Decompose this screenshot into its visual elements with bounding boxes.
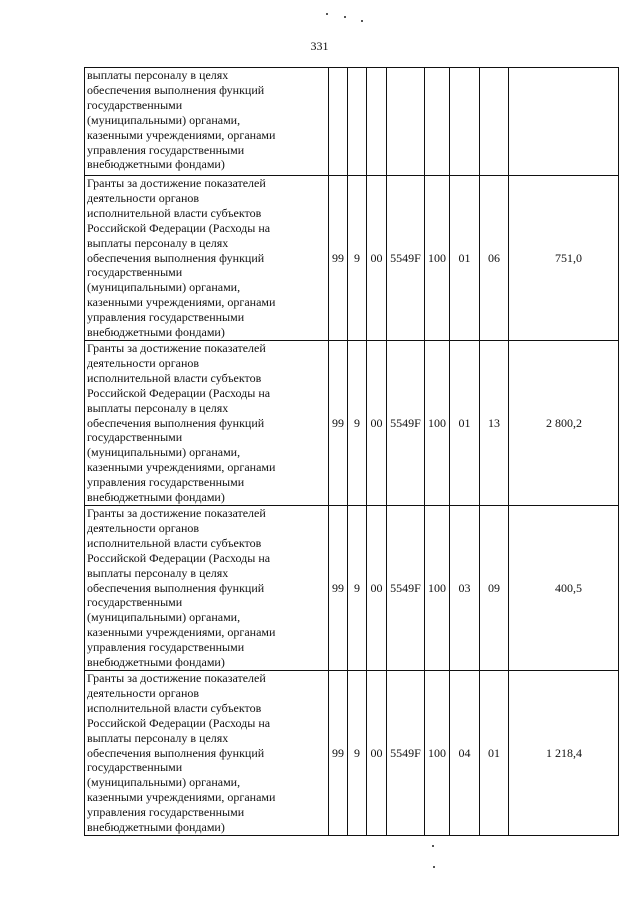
event-code-cell [367,68,387,176]
budget-table [84,67,619,836]
scan-speck [344,16,346,18]
row-description: выплаты персоналу в целях обеспечения выполнения функций государственными (муниципальными) органами, казенными учреждениями, органами управления государственными внебюджетными фондами) [85,68,329,176]
table-row [85,176,619,341]
section-code-cell [450,68,480,176]
amount-cell: 400,5 [509,506,619,671]
row-description: Гранты за достижение показателей деятельности органов исполнительной власти субъектов Российской Федерации (Расходы на выплаты персоналу в целях обеспечения выполнения функций государственными (муниципальными) органами, казенными учреждениями, органами управления государственными внебюджетными фондами) [85,671,329,836]
row-description: Гранты за достижение показателей деятельности органов исполнительной власти субъектов Российской Федерации (Расходы на выплаты персоналу в целях обеспечения выполнения функций государственными (муниципальными) органами, казенными учреждениями, органами управления государственными внебюджетными фондами) [85,176,329,341]
program-code-cell: 99 [329,506,348,671]
expense-type-cell: 100 [425,506,450,671]
row-description: Гранты за достижение показателей деятельности органов исполнительной власти субъектов Российской Федерации (Расходы на выплаты персоналу в целях обеспечения выполнения функций государственными (муниципальными) органами, казенными учреждениями, органами управления государственными внебюджетными фондами) [85,341,329,506]
subsection-code-cell: 06 [480,176,509,341]
expense-type-cell [425,68,450,176]
page-number: 331 [310,39,329,53]
subsection-code-cell: 09 [480,506,509,671]
event-code-cell: 00 [367,671,387,836]
event-code-cell: 00 [367,341,387,506]
amount-cell [509,68,619,176]
subprogram-code-cell: 9 [348,671,367,836]
scan-speck [433,866,435,868]
amount-cell: 2 800,2 [509,341,619,506]
direction-code-cell: 5549F [387,176,425,341]
section-code-cell: 01 [450,341,480,506]
table-row [85,68,619,176]
event-code-cell: 00 [367,176,387,341]
expense-type-cell: 100 [425,176,450,341]
direction-code-cell: 5549F [387,341,425,506]
program-code-cell: 99 [329,671,348,836]
table-row [85,671,619,836]
section-code-cell: 01 [450,176,480,341]
expense-type-cell: 100 [425,671,450,836]
subprogram-code-cell: 9 [348,176,367,341]
direction-code-cell: 5549F [387,671,425,836]
direction-code-cell: 5549F [387,506,425,671]
program-code-cell [329,68,348,176]
scan-speck [326,13,328,15]
subprogram-code-cell [348,68,367,176]
section-code-cell: 04 [450,671,480,836]
program-code-cell: 99 [329,341,348,506]
program-code-cell: 99 [329,176,348,341]
amount-cell: 751,0 [509,176,619,341]
direction-code-cell [387,68,425,176]
subsection-code-cell: 13 [480,341,509,506]
subsection-code-cell: 01 [480,671,509,836]
amount-cell: 1 218,4 [509,671,619,836]
section-code-cell: 03 [450,506,480,671]
subprogram-code-cell: 9 [348,341,367,506]
event-code-cell: 00 [367,506,387,671]
expense-type-cell: 100 [425,341,450,506]
table-row [85,341,619,506]
scan-speck [361,20,363,22]
subprogram-code-cell: 9 [348,506,367,671]
subsection-code-cell [480,68,509,176]
table-row [85,506,619,671]
row-description: Гранты за достижение показателей деятельности органов исполнительной власти субъектов Российской Федерации (Расходы на выплаты персоналу в целях обеспечения выполнения функций государственными (муниципальными) органами, казенными учреждениями, органами управления государственными внебюджетными фондами) [85,506,329,671]
scan-speck [432,845,434,847]
